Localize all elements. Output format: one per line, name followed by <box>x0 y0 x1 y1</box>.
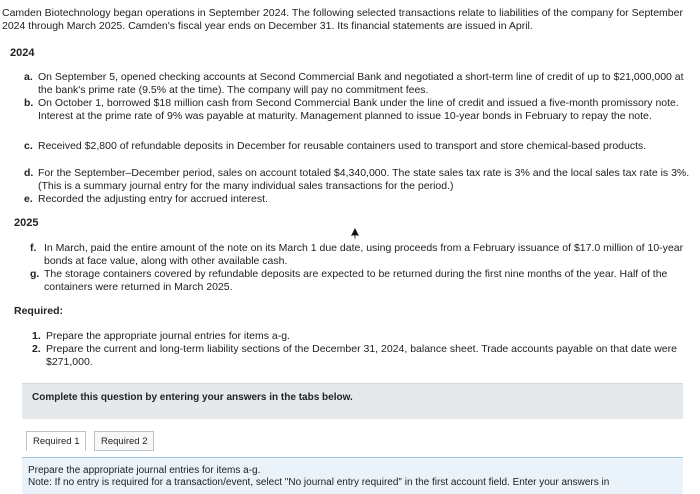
panel-instruction: Complete this question by entering your answers in the tabs below. <box>32 392 353 403</box>
list-item-a <box>24 71 698 96</box>
year-heading-2025: 2025 <box>14 217 39 229</box>
item-text: On September 5, opened checking accounts at Second Commercial Bank and negotiated a short-term line of credit of up to $21,000,000 at the bank's prime rate (9.5% at the time). The company will pay no commitment fees. <box>38 71 684 96</box>
required-item-2 <box>32 343 698 368</box>
list-item-g <box>30 268 698 293</box>
mouse-cursor-icon <box>350 228 360 240</box>
item-text: The storage containers covered by refundable deposits are expected to be returned during the first nine months of the year. Half of the containers were returned in March 2025. <box>44 268 668 293</box>
list-item-f <box>30 242 698 267</box>
item-label: d. <box>24 167 34 179</box>
question-panel <box>22 383 683 420</box>
list-item-c <box>24 140 698 153</box>
item-text: Prepare the appropriate journal entries for items a-g. <box>46 330 290 342</box>
instructions-line-2: Note: If no entry is required for a transaction/event, select "No journal entry required" in the first account field. Enter your answers in <box>28 477 610 488</box>
item-label: e. <box>24 193 33 205</box>
item-label: b. <box>24 97 34 109</box>
item-label: a. <box>24 71 33 83</box>
item-label: c. <box>24 140 33 152</box>
instructions-panel <box>22 457 683 494</box>
required-heading: Required: <box>14 305 64 317</box>
item-text: On October 1, borrowed $18 million cash from Second Commercial Bank under the line of credit and issued a five-month promissory note. Interest at the prime rate of 9% was payable at maturity. Management planned to issue 10-year bonds in February to repay the note. <box>38 97 679 122</box>
item-label: 2. <box>32 343 41 355</box>
item-label: f. <box>30 242 37 254</box>
list-item-b <box>24 97 698 122</box>
item-text: Received $2,800 of refundable deposits in December for reusable containers used to transport and store chemical-based products. <box>38 140 647 152</box>
year-heading-2024: 2024 <box>10 47 35 59</box>
tab-required-1[interactable]: Required 1 <box>26 431 86 451</box>
item-text: Prepare the current and long-term liability sections of the December 31, 2024, balance sheet. Trade accounts payable on that date were $271,000. <box>46 343 677 368</box>
tab-required-2[interactable]: Required 2 <box>94 431 154 451</box>
required-item-1 <box>32 330 698 343</box>
instructions-line-1: Prepare the appropriate journal entries for items a-g. <box>28 465 261 476</box>
item-text: Recorded the adjusting entry for accrued interest. <box>38 193 268 205</box>
item-label: 1. <box>32 330 41 342</box>
item-label: g. <box>30 268 40 280</box>
list-item-e <box>24 193 698 206</box>
item-text: In March, paid the entire amount of the note on its March 1 due date, using proceeds from a February issuance of $17.0 million of 10-year bonds at face value, along with other available cash. <box>44 242 684 267</box>
list-item-d <box>24 167 698 192</box>
item-text: For the September–December period, sales on account totaled $4,340,000. The state sales tax rate is 3% and the local sales tax rate is 3%. (This is a summary journal entry for the many individual sales transactions for the period.) <box>38 167 690 192</box>
intro-paragraph: Camden Biotechnology began operations in September 2024. The following selected transactions relate to liabilities of the company for September 2024 through March 2025. Camden's fiscal year ends on December 31. Its financial statements are issued in April. <box>2 7 683 32</box>
